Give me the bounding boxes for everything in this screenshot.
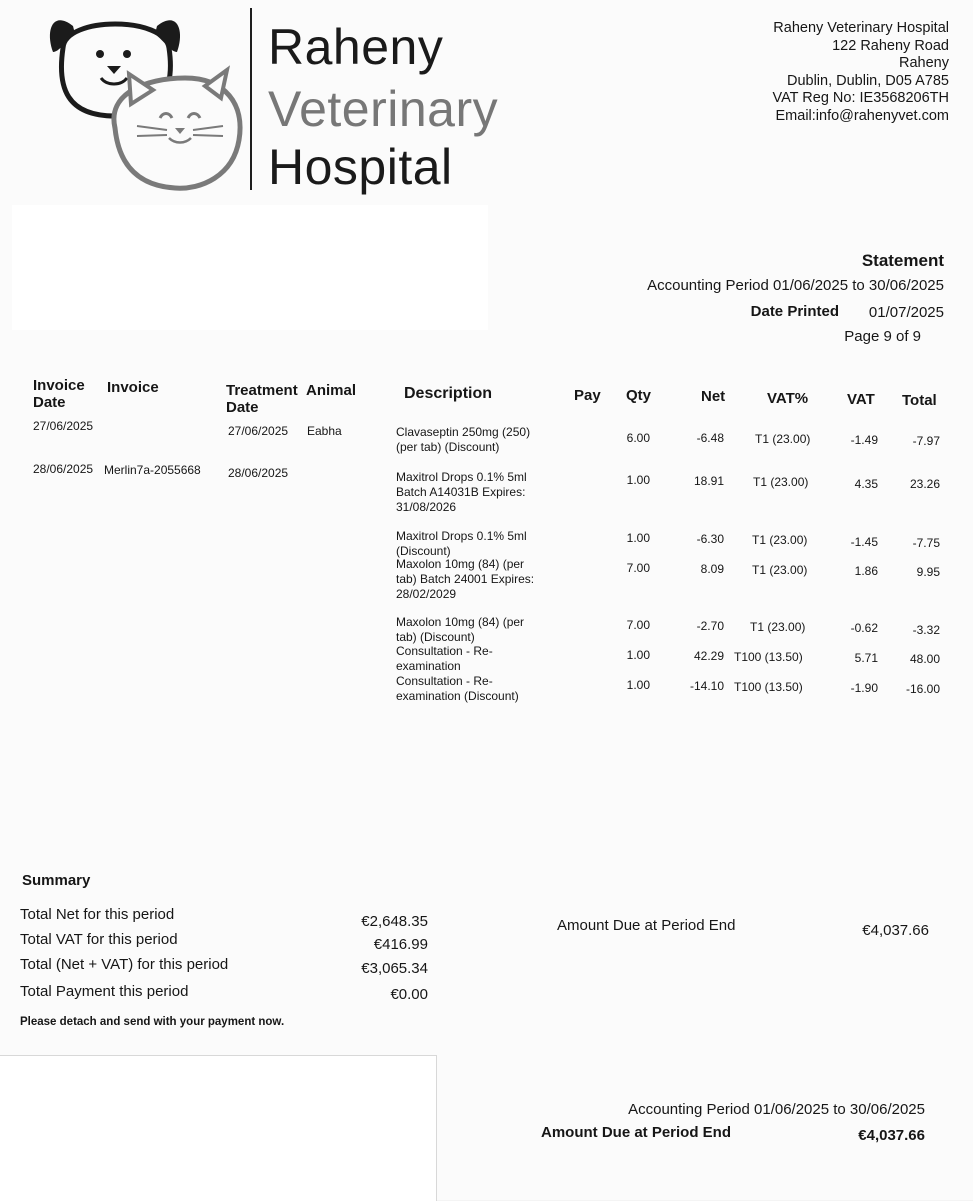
header-vat-percent: VAT%: [767, 390, 809, 407]
line-net: -6.48: [696, 431, 724, 445]
clinic-address: [772, 20, 949, 126]
line-qty: 1.00: [626, 473, 650, 487]
page-number: Page 9 of 9: [844, 328, 921, 345]
line-qty: 1.00: [626, 648, 650, 662]
header-treatment-date: Treatment Date: [226, 382, 298, 416]
line-vat-percent: T100 (13.50): [734, 650, 803, 664]
line-vat: -1.90: [850, 681, 878, 695]
line-vat-percent: T1 (23.00): [755, 432, 811, 446]
pet-logo-icon: [45, 8, 245, 196]
line-vat: -0.62: [850, 621, 878, 635]
row-treatment-date: 27/06/2025: [228, 424, 289, 438]
line-vat: -1.49: [850, 433, 878, 447]
line-total: -3.32: [912, 623, 940, 637]
date-printed-label: Date Printed: [750, 303, 839, 320]
line-total: -16.00: [905, 682, 940, 696]
summary-label: Total Payment this period: [20, 983, 189, 1000]
line-description: Maxolon 10mg (84) (per tab) Batch 24001 Expires: 28/02/2029: [396, 557, 535, 601]
header-net: Net: [701, 388, 726, 405]
line-net: -6.30: [696, 532, 724, 546]
line-net: -14.10: [689, 679, 724, 693]
header-description: Description: [404, 385, 493, 402]
amount-due-label: Amount Due at Period End: [557, 917, 736, 934]
header-invoice: Invoice: [107, 379, 159, 396]
date-printed-value: 01/07/2025: [868, 304, 944, 321]
line-vat-percent: T100 (13.50): [734, 680, 803, 694]
line-description: Maxitrol Drops 0.1% 5ml (Discount): [396, 529, 527, 558]
accounting-period: Accounting Period 01/06/2025 to 30/06/2025: [647, 277, 944, 294]
row-invoice-date: 27/06/2025: [33, 419, 94, 433]
clinic-street: 122 Raheny Road: [832, 37, 949, 54]
logo-word-hospital: Hospital: [268, 139, 453, 195]
line-vat-percent: T1 (23.00): [750, 620, 806, 634]
remittance-amount-due-value: €4,037.66: [858, 1127, 925, 1144]
clinic-name: Raheny Veterinary Hospital: [773, 20, 949, 36]
line-qty: 1.00: [626, 678, 650, 692]
summary-value: €0.00: [390, 986, 428, 1003]
summary-label: Total (Net + VAT) for this period: [20, 956, 229, 973]
line-vat-percent: T1 (23.00): [753, 475, 809, 489]
line-qty: 1.00: [626, 531, 650, 545]
logo-word-veterinary: Veterinary: [268, 81, 499, 137]
line-vat: 4.35: [854, 477, 878, 491]
line-description: Maxitrol Drops 0.1% 5ml Batch A14031B Expires: 31/08/2026: [396, 470, 527, 514]
row-treatment-date: 28/06/2025: [228, 466, 289, 480]
line-net: 42.29: [693, 649, 724, 663]
line-description: Consultation - Re-examination: [396, 644, 493, 673]
line-net: -2.70: [696, 619, 724, 633]
remittance-period: Accounting Period 01/06/2025 to 30/06/2025: [628, 1101, 925, 1118]
line-vat: -1.45: [850, 535, 878, 549]
clinic-vat: VAT Reg No: IE3568206TH: [772, 90, 949, 107]
line-net: 8.09: [700, 562, 724, 576]
header-vat: VAT: [847, 391, 875, 408]
summary-value: €416.99: [373, 936, 428, 953]
line-description: Consultation - Re-examination (Discount): [396, 674, 519, 703]
row-invoice-date: 28/06/2025: [33, 462, 94, 476]
summary-label: Total Net for this period: [20, 906, 175, 923]
statement-title: Statement: [861, 251, 944, 270]
header-invoice-date: Invoice Date: [33, 377, 85, 411]
line-total: -7.75: [912, 536, 940, 550]
header-animal: Animal: [306, 382, 357, 399]
remittance-slip-area: [0, 1055, 437, 1201]
line-qty: 6.00: [626, 431, 650, 445]
line-qty: 7.00: [626, 561, 650, 575]
summary-title: Summary: [22, 872, 91, 889]
summary-value: €2,648.35: [361, 913, 428, 930]
row-animal: Eabha: [307, 424, 342, 438]
logo-divider: [250, 8, 252, 190]
line-total: 9.95: [916, 565, 940, 579]
amount-due-value: €4,037.66: [862, 922, 929, 939]
line-vat-percent: T1 (23.00): [752, 533, 808, 547]
remittance-amount-due-label: Amount Due at Period End: [541, 1124, 732, 1141]
clinic-email: Email:info@rahenyvet.com: [775, 107, 949, 124]
line-total: 48.00: [909, 652, 940, 666]
line-description: Maxolon 10mg (84) (per tab) (Discount): [396, 615, 525, 644]
line-vat: 5.71: [854, 651, 878, 665]
summary-value: €3,065.34: [361, 960, 428, 977]
header-pay: Pay: [574, 387, 601, 404]
line-vat: 1.86: [854, 564, 878, 578]
paper-patch: [12, 205, 488, 330]
logo-word-raheny: Raheny: [268, 19, 444, 75]
line-vat-percent: T1 (23.00): [752, 563, 808, 577]
clinic-town: Raheny: [899, 55, 949, 72]
header-total: Total: [902, 392, 937, 409]
line-description: Clavaseptin 250mg (250) (per tab) (Discount): [396, 425, 531, 454]
detach-note: Please detach and send with your payment now.: [20, 1016, 285, 1028]
header-qty: Qty: [626, 387, 652, 404]
line-qty: 7.00: [626, 618, 650, 632]
summary-label: Total VAT for this period: [20, 931, 178, 948]
line-net: 18.91: [693, 474, 724, 488]
row-invoice-number: Merlin7a-2055668: [104, 463, 201, 477]
line-total: -7.97: [912, 434, 940, 448]
line-total: 23.26: [909, 477, 940, 491]
clinic-city: Dublin, Dublin, D05 A785: [786, 72, 949, 89]
